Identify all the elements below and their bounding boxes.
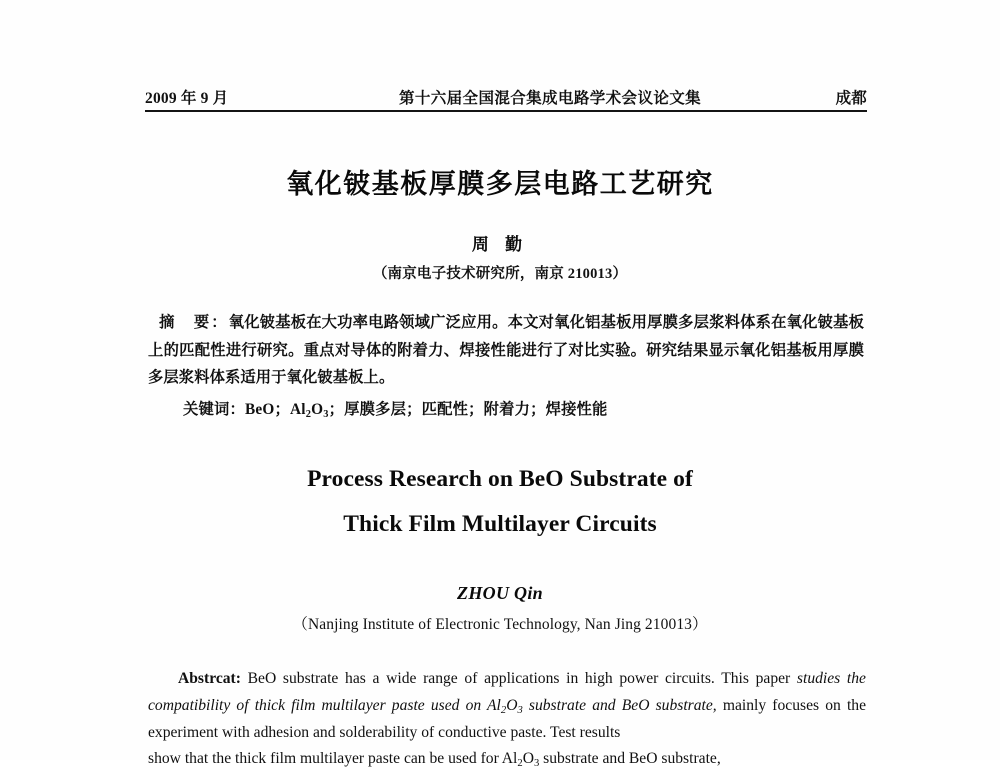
english-abstract-line-1: BeO substrate has a wide range of applications in high power circuits. This paper xyxy=(247,670,791,687)
chinese-keywords xyxy=(183,397,883,423)
chinese-abstract-label: 摘 要： xyxy=(159,314,229,331)
english-abstract-label: Abstrcat: xyxy=(178,670,241,687)
english-affiliation: （Nanjing Institute of Electronic Technology, Nan Jing 210013） xyxy=(292,616,708,633)
subscript-3: 3 xyxy=(517,704,523,716)
english-title-line-1: Process Research on BeO Substrate of xyxy=(307,466,693,492)
header-date: 2009 年 9 月 xyxy=(145,90,229,107)
english-abstract-line-4-clipped xyxy=(148,745,866,769)
chinese-abstract-body: 氧化铍基板在大功率电路领域广泛应用。本文对氧化铝基板用厚膜多层浆料体系在氧化铍基板上的匹配性进行研究。重点对导体的附着力、焊接性能进行了对比实验。研究结果显示氧化铝基板用厚膜多层浆料体系适用于氧化铍基板上。 xyxy=(148,314,864,386)
subscript-3: 3 xyxy=(533,757,540,769)
english-abstract-line-4-text: show that the thick film multilayer paste can be used for $Al_2O_3$ substrate and BeO substrate, xyxy=(148,750,721,769)
english-title-line-2: Thick Film Multilayer Circuits xyxy=(343,511,657,537)
subscript-3: 3 xyxy=(323,408,329,420)
chinese-abstract xyxy=(148,309,864,392)
subscript-2: 2 xyxy=(517,757,523,769)
english-abstract-line-3: mainly focuses on the experiment with adhesion and solderability of conductive paste. Test results xyxy=(148,697,866,741)
chinese-title: 氧化铍基板厚膜多层电路工艺研究 xyxy=(286,169,714,199)
header-city: 成都 xyxy=(835,90,867,107)
chinese-keywords-list: BeO；$Al_2O_3$；厚膜多层；匹配性；附着力；焊接性能 xyxy=(245,401,608,420)
english-author: ZHOU Qin xyxy=(457,583,543,603)
subscript-2: 2 xyxy=(305,408,312,420)
english-abstract-line-2b: O xyxy=(506,697,518,714)
chinese-author: 周 勤 xyxy=(471,235,529,254)
running-header xyxy=(145,86,867,108)
chinese-keywords-label: 关键词： xyxy=(183,401,245,418)
chinese-affiliation: （南京电子技术研究所，南京 210013） xyxy=(372,266,628,282)
english-abstract-line-2c: substrate and BeO substrate, xyxy=(522,697,717,714)
subscript-2: 2 xyxy=(500,704,507,716)
header-proceedings: 第十六届全国混合集成电路学术会议论文集 xyxy=(398,90,702,107)
english-abstract-line-2a: studies the compatibility of thick film multilayer paste used on Al xyxy=(148,670,866,714)
header-divider xyxy=(145,110,867,112)
english-abstract xyxy=(148,665,866,746)
